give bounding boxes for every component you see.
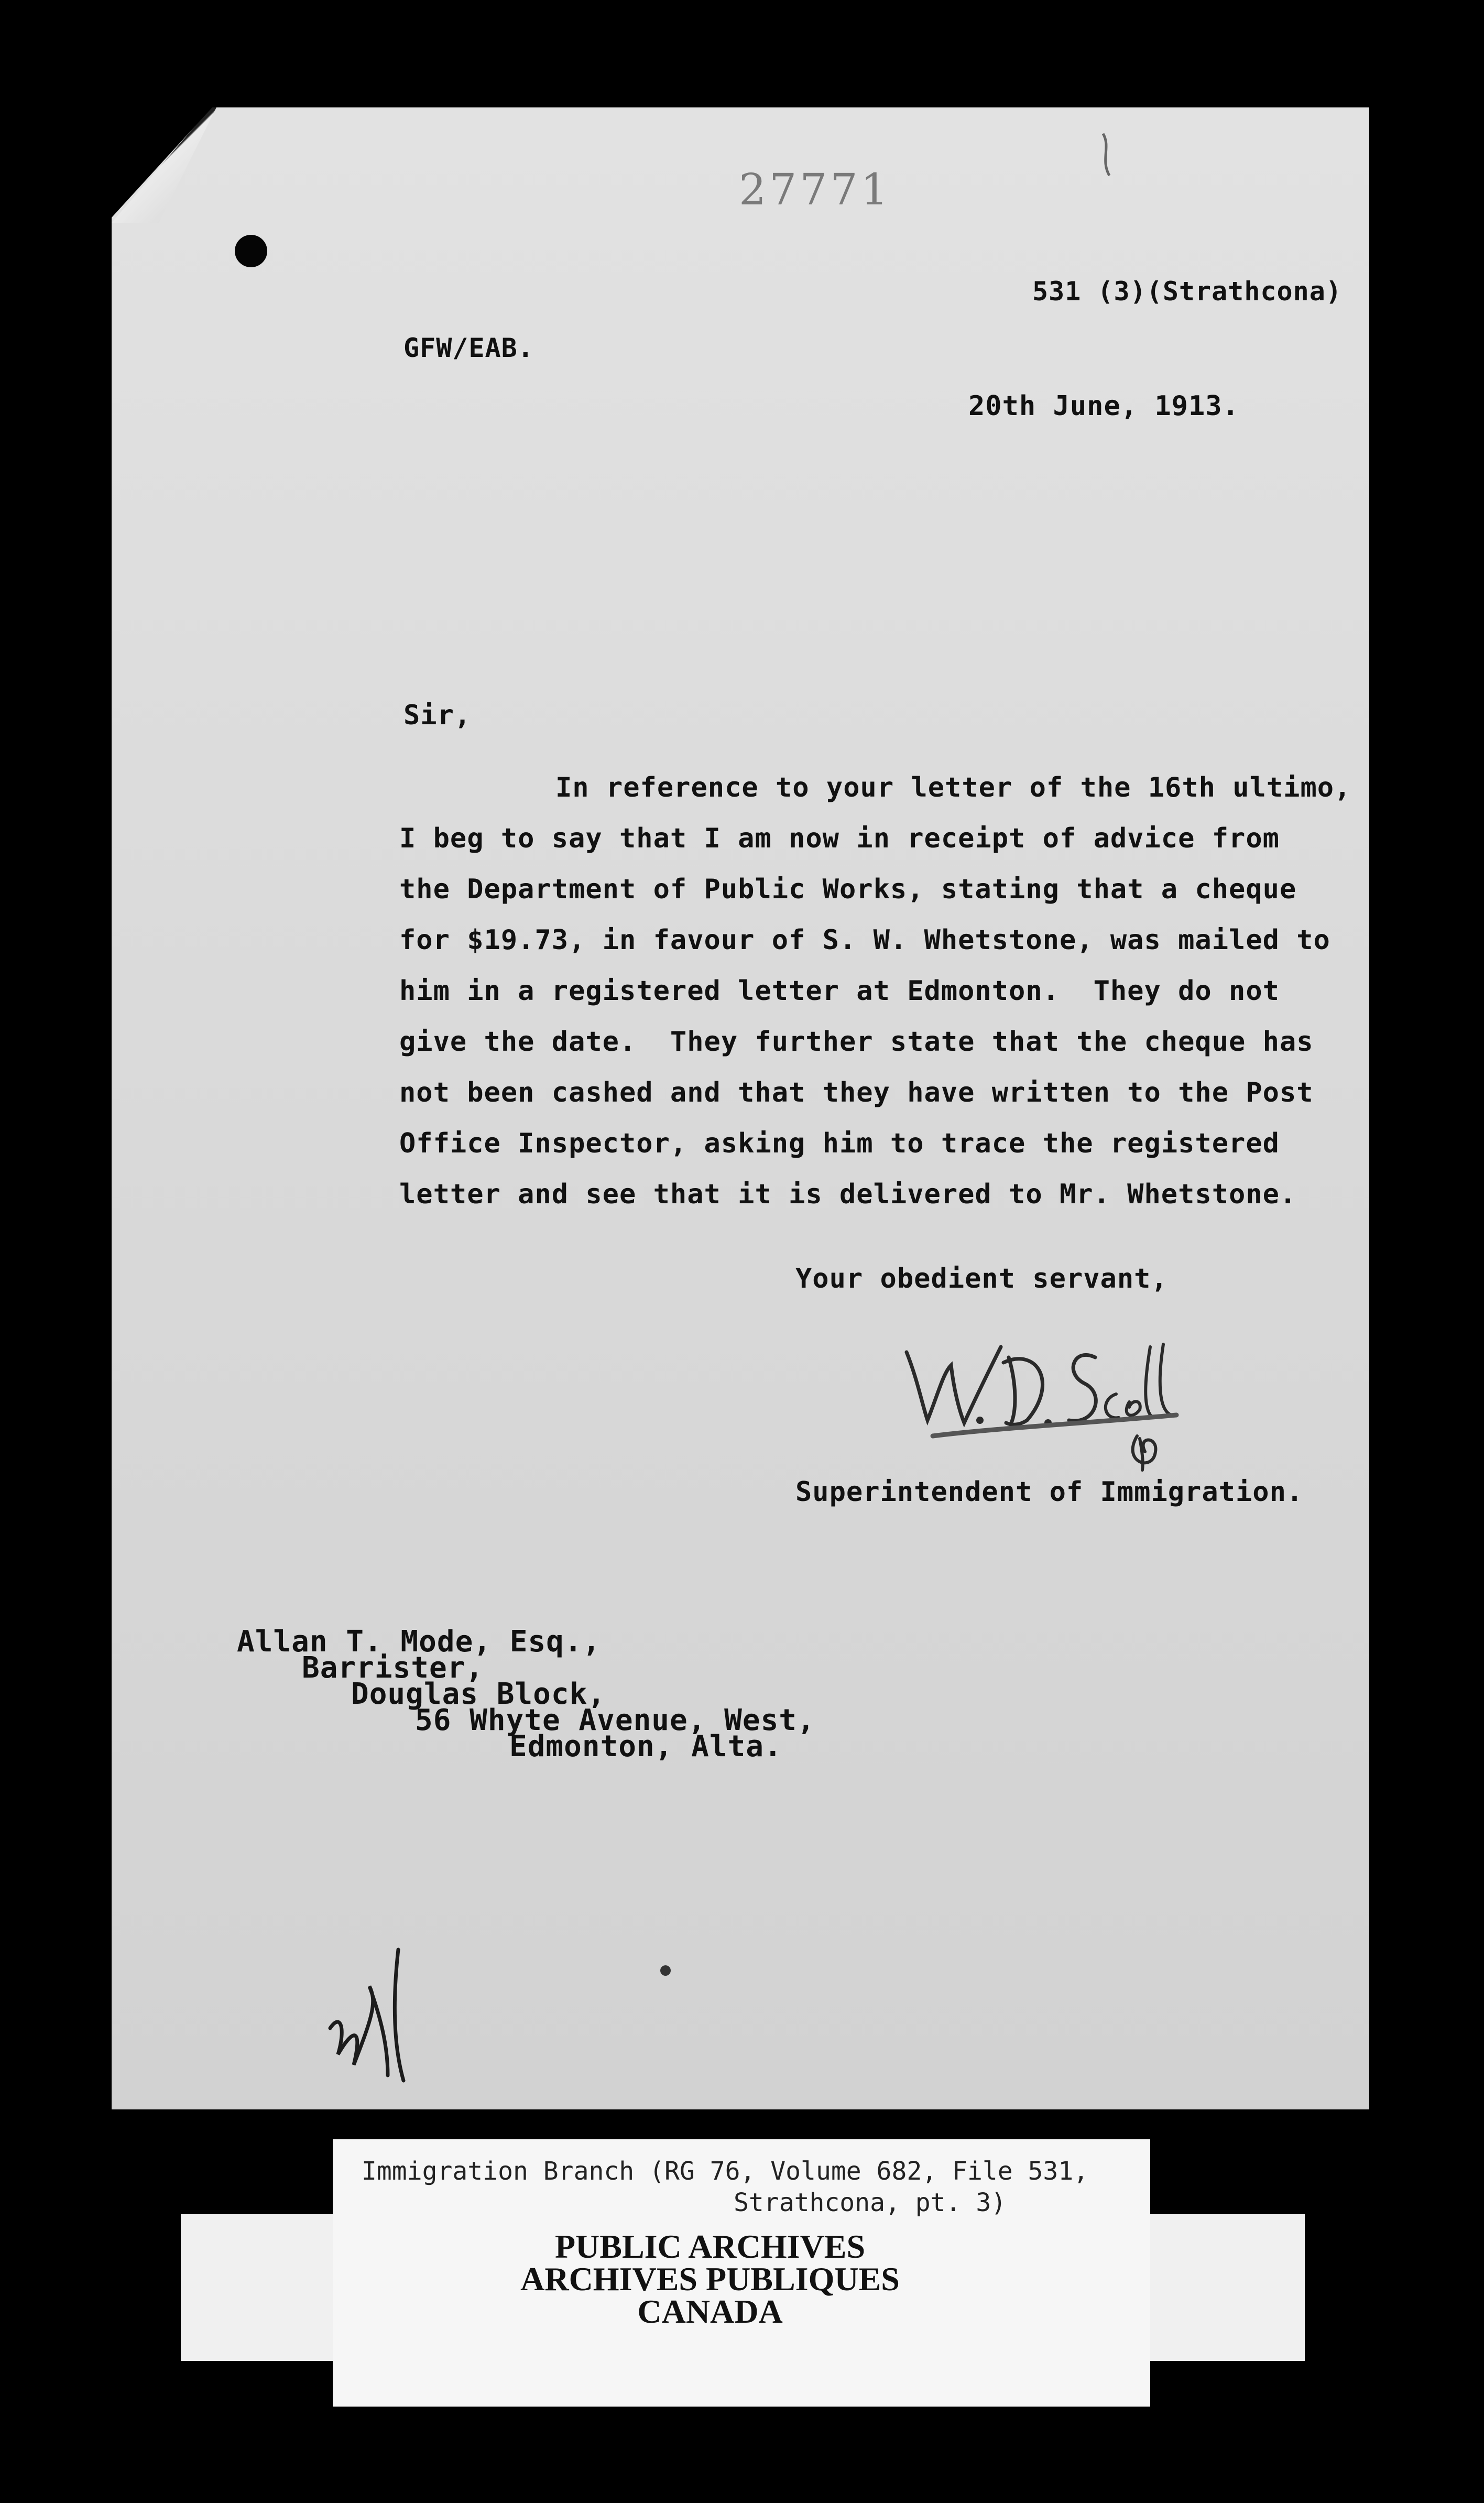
closing: Your obedient servant, <box>795 1263 1168 1294</box>
body-line: Office Inspector, asking him to trace the registered <box>399 1128 1280 1159</box>
body-line: him in a registered letter at Edmonton. They do not <box>399 975 1280 1007</box>
address-line: 56 Whyte Avenue, West, <box>415 1703 815 1737</box>
small-mark <box>655 1963 676 1978</box>
file-reference: 531 (3)(Strathcona) <box>1032 276 1342 307</box>
pencil-mark <box>1098 131 1119 178</box>
file-stamp-number: 27771 <box>739 165 891 215</box>
body-line: I beg to say that I am now in receipt of advice from <box>399 823 1280 854</box>
salutation: Sir, <box>403 700 472 731</box>
signatory-title: Superintendent of Immigration. <box>795 1476 1304 1508</box>
archive-reference-line: Strathcona, pt. 3) <box>734 2188 1007 2217</box>
address-line: Allan T. Mode, Esq., <box>237 1625 601 1659</box>
body-line: In reference to your letter of the 16th ultimo, <box>555 772 1351 803</box>
body-line: letter and see that it is delivered to Mr. Whetstone. <box>399 1179 1297 1210</box>
body-line: not been cashed and that they have written to the Post <box>399 1077 1314 1108</box>
typist-initials: GFW/EAB. <box>403 333 534 363</box>
body-line: for $19.73, in favour of S. W. Whetstone, was mailed to <box>399 924 1330 956</box>
address-line: Douglas Block, <box>351 1677 606 1711</box>
archives-line-3: CANADA <box>637 2293 783 2330</box>
address-line: Edmonton, Alta. <box>509 1729 782 1764</box>
archives-line-2: ARCHIVES PUBLIQUES <box>520 2260 900 2298</box>
letter-date: 20th June, 1913. <box>968 390 1239 422</box>
handwritten-initials <box>314 1939 430 2091</box>
address-line: Barrister, <box>302 1651 484 1685</box>
archive-reference-line: Immigration Branch (RG 76, Volume 682, File 531, <box>362 2157 1089 2186</box>
body-line: give the date. They further state that the cheque has <box>399 1026 1314 1058</box>
punch-hole <box>235 235 267 267</box>
archives-line-1: PUBLIC ARCHIVES <box>554 2228 866 2265</box>
body-line: the Department of Public Works, stating that a cheque <box>399 874 1297 905</box>
handwritten-signature <box>891 1315 1184 1473</box>
